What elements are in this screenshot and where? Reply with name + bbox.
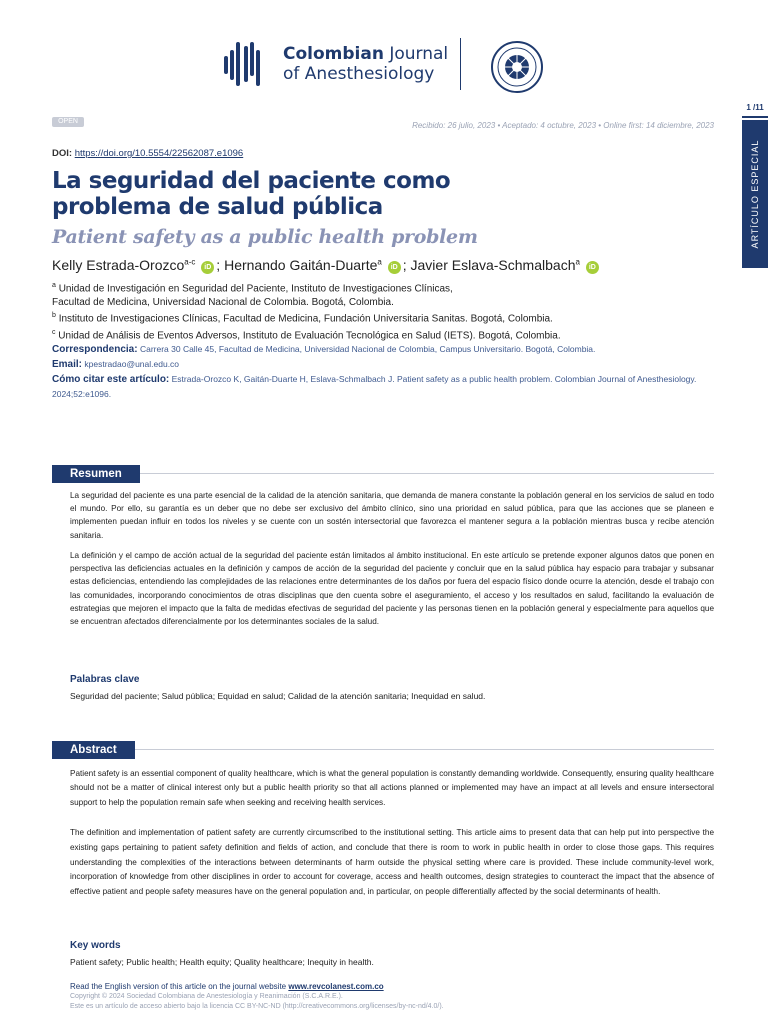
section-tab-label: ARTÍCULO ESPECIAL [750, 139, 760, 249]
title-es-line1: La seguridad del paciente como [52, 168, 451, 194]
article-dates: Recibido: 26 julio, 2023 • Aceptado: 4 octubre, 2023 • Online first: 14 diciembre, 2023 [412, 121, 714, 130]
abstract-paragraph-2: The definition and implementation of patient safety are currently circumscribed to the institutional setting. This article aims to present data that can help put into perspective the existing gaps pertaining to patient safety definition and fields of action, and conclude that there is room to work in public health in order to close those gaps. This requires understanding the complexities of the interactions between determinants of harm outside the physical setting where care is provided. These include community-level work, incorporation of knowledge from other disciplines in order to account for coverage, access and health outcomes, design strategies to counteract the impact that the absence of effective patient and people safety measures have on the general population and, in particular, on people differentially affected by the social determinants of health. [70, 828, 714, 897]
affiliations [52, 279, 561, 343]
author-list [52, 257, 601, 274]
footer [70, 982, 710, 1012]
affiliation-c: $^c$ Unidad de Análisis de Eventos Adversos, Instituto de Evaluación Tecnológica en Salud (IETS). Bogotá, Colombia. [52, 329, 561, 342]
resumen-heading: Resumen [52, 465, 140, 483]
journal-name-bold: Colombian [283, 44, 384, 64]
orcid-icon[interactable]: iD [201, 261, 214, 274]
affiliation-a-line2: Facultad de Medicina, Universidad Nacional de Colombia. Bogotá, Colombia. [52, 296, 394, 308]
society-seal-icon [490, 40, 544, 94]
abstract-paragraph-1: Patient safety is an essential component of quality healthcare, which is what the general population is constantly demanding worldwide. Consequently, ensuring quality healthcare should not be a matter of clinical interest only but a public health priority so that all actions planned or implemented may have an impact at all levels and ensure intersectoral support to help the population remain safe when seeking and receiving health services. [70, 769, 714, 807]
correspondence-block [52, 342, 722, 401]
article-title-en: Patient safety as a public health problem [52, 226, 478, 248]
email-line: Email: kpestradao@unal.edu.co [52, 359, 180, 370]
affiliation-b: $^b$ Instituto de Investigaciones Clínicas, Facultad de Medicina, Fundación Universitaria Sanitas. Bogotá, Colombia. [52, 312, 553, 325]
open-access-badge: OPEN [52, 117, 84, 127]
footer-license: Este es un artículo de acceso abierto bajo la licencia CC BY-NC-ND (http://creativecommons.org/licenses/by-nc-nd/4.0/). [70, 1003, 444, 1010]
journal-name-rest: Journal [389, 44, 449, 64]
resumen-paragraph-2: La definición y el campo de acción actual de la seguridad del paciente están limitados al ámbito institucional. En este artículo se pretende exponer algunos datos que ponen en perspectiva las deficiencias actuales en la definición y campos de acción de la seguridad del paciente y concluir que en la salud pública hay espacio para trabajar y subsanar estas deficiencias, entendiendo las complejidades de las relaciones entre determinantes de los daños por fuera del espacio físico donde ocurre la atención, desde el trabajo con las comunidades, incorporando conocimientos de otras disciplinas que den cuenta sobre el aseguramiento, el acceso y los resultados en salud, facilitando la evaluación de estrategias que mejoren el impacto que la falta de medidas efectivas de seguridad del paciente y las personas tienen en la población general y especialmente para aquellos que se encuentran afectados diferencialmente por los determinantes sociales de la salud. [70, 551, 714, 627]
resumen-rule [52, 473, 714, 474]
header-divider [460, 38, 461, 90]
key-words-heading: Key words [70, 940, 121, 951]
resumen-paragraph-1: La seguridad del paciente es una parte esencial de la calidad de la atención sanitaria, que demanda de manera constante la población general en los servicios de salud en todo el mundo. Por ello, su garantía es un deber que no debe ser exclusivo del ámbito clínico, sino una prioridad en salud pública, para que las acciones que se planeen e implementen puedan influir en todos los niveles y se cuente con un sostén intersectorial que favorezca el mantener segura a la población mientras busca y recibe atención sanitaria. [70, 491, 714, 540]
doi-line [52, 148, 243, 159]
footer-copyright: Copyright © 2024 Sociedad Colombiana de Anestesiología y Reanimación (S.C.A.R.E.). [70, 993, 343, 1000]
section-tab [742, 120, 768, 268]
doi-link[interactable]: https://doi.org/10.5554/22562087.e1096 [74, 148, 244, 159]
affiliation-a: $^a$ Unidad de Investigación en Seguridad del Paciente, Instituto de Investigaciones Clínicas, [52, 282, 453, 295]
orcid-icon[interactable]: iD [388, 261, 401, 274]
footer-read-line: Read the English version of this article on the journal website www.revcolanest.com.co [70, 982, 384, 991]
correspondence-line: Correspondencia: Carrera 30 Calle 45, Facultad de Medicina, Universidad Nacional de Colombia, Campus Universitario. Bogotá, Colombia. [52, 344, 596, 355]
author-3: ; Javier Eslava-Schmalbach$^a$ [402, 257, 580, 273]
title-es-line2: problema de salud pública [52, 194, 383, 220]
author-1: Kelly Estrada-Orozco$^{a-c}$ [52, 257, 196, 273]
abstract-heading: Abstract [52, 741, 135, 759]
journal-website-link[interactable]: www.revcolanest.com.co [288, 982, 384, 991]
article-title-es [52, 168, 450, 220]
doi-label: DOI: [52, 148, 73, 159]
orcid-icon[interactable]: iD [586, 261, 599, 274]
journal-logo-icon [222, 38, 266, 90]
palabras-clave-heading: Palabras clave [70, 674, 140, 685]
journal-name-line2: of Anesthesiology [283, 64, 435, 84]
abstract-rule [52, 749, 714, 750]
author-2: ; Hernando Gaitán-Duarte$^a$ [216, 257, 382, 273]
palabras-clave-text: Seguridad del paciente; Salud pública; Equidad en salud; Calidad de la atención sanitaria; Inequidad en salud. [70, 691, 486, 701]
key-words-text: Patient safety; Public health; Health equity; Quality healthcare; Inequity in health. [70, 957, 374, 967]
page-number: 1 /11 [742, 100, 768, 118]
journal-name [283, 44, 448, 84]
email-link[interactable]: kpestradao@unal.edu.co [84, 359, 180, 369]
citation-line: Cómo citar este artículo: Estrada-Orozco K, Gaitán-Duarte H, Eslava-Schmalbach J. Patient safety as a public health problem. Colombian Journal of Anesthesiology. 2024;52:e1096. [52, 374, 697, 399]
